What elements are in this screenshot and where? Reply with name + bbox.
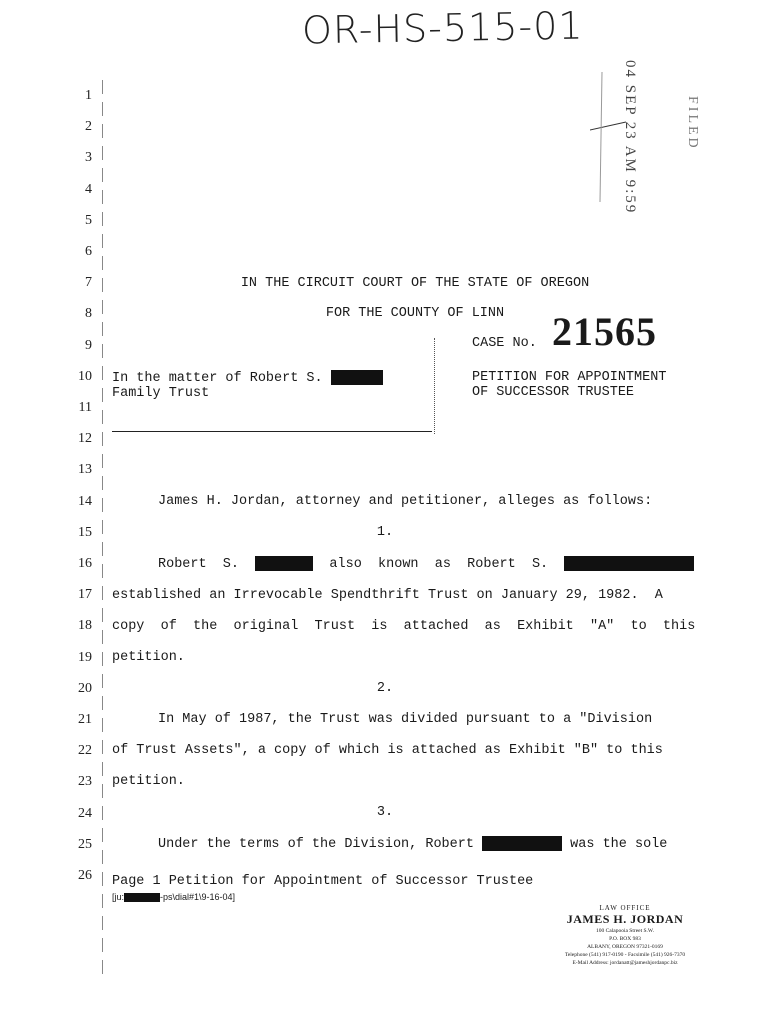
line-number: 12 <box>78 431 92 447</box>
matter-line-2: Family Trust <box>112 386 210 402</box>
section-number-3: 3. <box>376 805 394 820</box>
section-2-line-2: of Trust Assets", a copy of which is attached as Exhibit "B" to this <box>112 743 663 758</box>
letterhead-box: P.O. BOX 983 <box>609 936 641 942</box>
line-number: 9 <box>85 337 92 353</box>
line-number: 19 <box>78 649 92 665</box>
line-number: 25 <box>78 836 92 852</box>
redaction-box <box>124 893 160 902</box>
file-code-b: -ps\dial#1\9-16-04] <box>160 892 236 902</box>
line-number: 11 <box>78 400 92 415</box>
section-1-line-4: petition. <box>112 650 185 665</box>
line-number: 22 <box>78 743 92 759</box>
line-number: 2 <box>85 119 92 135</box>
redaction-box <box>255 556 313 571</box>
redaction-box <box>564 556 694 571</box>
court-title: IN THE CIRCUIT COURT OF THE STATE OF OREGON <box>240 276 590 291</box>
line-number: 14 <box>78 493 92 509</box>
line-number: 16 <box>78 556 92 571</box>
section-1-line-1a: Robert S. <box>158 557 240 573</box>
section-2-line-3: petition. <box>112 774 185 789</box>
footer-page-title: Page 1 Petition for Appointment of Successor Trustee <box>112 874 534 889</box>
line-number: 6 <box>85 244 92 259</box>
line-number: 17 <box>78 587 92 603</box>
section-1-line-2: established an Irrevocable Spendthrift Trust on January 29, 1982. A <box>112 588 663 603</box>
caption-underline <box>112 431 432 432</box>
section-3-line-1 <box>158 836 667 852</box>
letterhead-email: E-Mail Address: jordanatt@jameshjordanpc.biz <box>572 960 678 966</box>
intro-paragraph: James H. Jordan, attorney and petitioner, alleges as follows: <box>158 494 653 509</box>
section-1-line-1 <box>158 556 694 572</box>
file-code-a: [ju: <box>112 892 125 902</box>
case-number-label: CASE No. <box>472 336 537 351</box>
redaction-box <box>482 836 562 851</box>
line-number: 7 <box>85 275 92 291</box>
line-number: 18 <box>78 618 92 634</box>
section-3-line-1a: Under the terms of the Division, Robert <box>158 837 474 853</box>
section-2-line-1: In May of 1987, the Trust was divided pursuant to a "Division <box>158 712 653 727</box>
line-number: 1 <box>85 88 92 103</box>
section-1-line-1b: also known as Robert S. <box>329 557 549 573</box>
stamp-filed: FILED <box>685 96 700 151</box>
law-office-letterhead <box>510 904 740 967</box>
section-number-1: 1. <box>376 525 394 540</box>
letterhead-street: 100 Calapooia Street S.W. <box>596 928 654 934</box>
line-number: 20 <box>78 680 92 696</box>
section-1-line-3: copy of the original Trust is attached as Exhibit "A" to this <box>112 619 696 634</box>
stamp-date: 04 SEP 23 AM 9:59 <box>622 60 638 215</box>
section-number-2: 2. <box>376 681 394 696</box>
handwritten-case-id: OR-HS-515-01 <box>301 3 584 53</box>
redaction-box <box>331 370 383 385</box>
line-number: 26 <box>78 868 92 883</box>
filed-stamp <box>590 52 720 215</box>
stamp-marks <box>590 52 720 215</box>
letterhead-office: LAW OFFICE <box>599 904 651 912</box>
petition-title-line-1: PETITION FOR APPOINTMENT <box>472 370 667 385</box>
case-number: 21565 <box>552 309 657 354</box>
line-number: 8 <box>85 306 92 322</box>
line-number: 5 <box>85 212 92 228</box>
letterhead-name: JAMES H. JORDAN <box>566 912 684 926</box>
line-number: 4 <box>85 181 92 197</box>
matter-caption <box>112 370 430 401</box>
county-title: FOR THE COUNTY OF LINN <box>325 306 505 321</box>
petition-title <box>472 370 666 400</box>
section-3-line-1b: was the sole <box>570 837 668 853</box>
line-number: 23 <box>78 774 92 790</box>
line-number: 15 <box>78 524 92 540</box>
line-number: 21 <box>78 712 92 727</box>
letterhead-phone: Telephone (541) 917-0190 - Facsimile (541) 926-7370 <box>564 952 686 958</box>
line-number: 3 <box>85 150 92 166</box>
line-number: 24 <box>78 805 92 821</box>
petition-title-line-2: OF SUCCESSOR TRUSTEE <box>472 385 635 400</box>
footer-file-code <box>112 892 235 902</box>
line-number: 13 <box>78 462 92 478</box>
letterhead-city: ALBANY, OREGON 97321-0169 <box>587 944 663 950</box>
line-number: 10 <box>78 368 92 384</box>
matter-line-1: In the matter of Robert S. <box>112 371 323 387</box>
